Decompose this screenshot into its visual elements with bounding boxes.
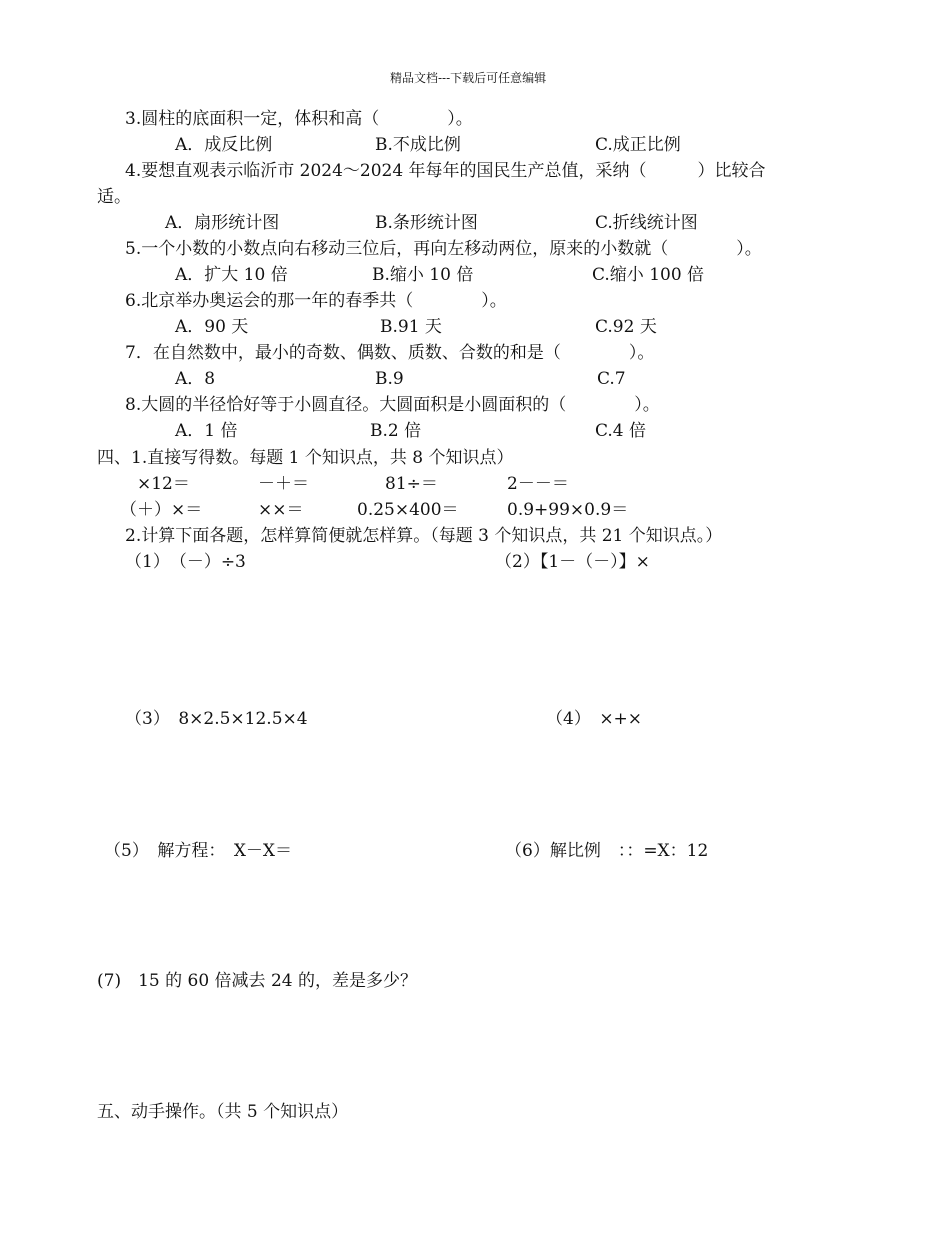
question-3-option-b: B.不成比例 [375, 135, 461, 155]
oral-calc-item: －＋＝ [258, 474, 309, 494]
oral-calc-item: ×12＝ [137, 474, 190, 494]
section-5-title: 五、动手操作。（共 5 个知识点） [97, 1102, 349, 1122]
question-5-stem: 5.一个小数的小数点向右移动三位后，再向左移动两位，原来的小数就（ ）。 [125, 239, 762, 259]
oral-calc-item: 0.25×400＝ [357, 500, 459, 520]
problem-1: （1） （－）÷3 [125, 552, 246, 572]
question-8-option-c: C.4 倍 [595, 421, 647, 441]
question-5-option-b: B.缩小 10 倍 [372, 265, 474, 285]
problem-4: （4） ×+× [546, 709, 643, 729]
problem-3: （3） 8×2.5×12.5×4 [125, 709, 308, 729]
question-6-option-c: C.92 天 [595, 317, 657, 337]
question-4-option-c: C.折线统计图 [595, 213, 698, 233]
question-4-stem: 4.要想直观表示临沂市 2024～2024 年每年的国民生产总值，采纳（ ）比较合 [125, 161, 766, 181]
question-4-option-b: B.条形统计图 [375, 213, 478, 233]
question-7-option-a: A．8 [175, 369, 216, 389]
question-5-option-c: C.缩小 100 倍 [592, 265, 705, 285]
question-7-stem: 7．在自然数中，最小的奇数、偶数、质数、合数的和是（ ）。 [125, 343, 655, 363]
question-6-option-a: A．90 天 [175, 317, 249, 337]
question-6-stem: 6.北京举办奥运会的那一年的春季共（ ）。 [125, 291, 507, 311]
question-8-option-a: A．1 倍 [175, 421, 238, 441]
section-4-part-2-title: 2.计算下面各题，怎样算简便就怎样算。（每题 3 个知识点，共 21 个知识点。） [125, 526, 723, 546]
oral-calc-item: （＋）×＝ [120, 500, 203, 520]
question-8-stem: 8.大圆的半径恰好等于小圆直径。大圆面积是小圆面积的（ ）。 [125, 395, 660, 415]
problem-2: （2）【1－（－）】× [495, 552, 650, 572]
question-3-option-a: A．成反比例 [175, 135, 273, 155]
oral-calc-item: ××＝ [258, 500, 304, 520]
section-4-title: 四、1.直接写得数。每题 1 个知识点，共 8 个知识点） [97, 448, 514, 468]
question-4-option-a: A．扇形统计图 [165, 213, 280, 233]
question-8-option-b: B.2 倍 [370, 421, 422, 441]
question-7-option-b: B.9 [375, 369, 404, 389]
oral-calc-item: 81÷＝ [385, 474, 438, 494]
question-4-stem-continued: 适。 [97, 187, 131, 207]
oral-calc-item: 2－－＝ [507, 474, 569, 494]
problem-5: （5） 解方程： X－X＝ [104, 841, 293, 861]
problem-7: (7) 15 的 60 倍减去 24 的，差是多少？ [97, 971, 417, 991]
question-3-option-c: C.成正比例 [595, 135, 681, 155]
oral-calc-item: 0.9+99×0.9＝ [507, 500, 629, 520]
question-3-stem: 3.圆柱的底面积一定，体积和高（ ）。 [125, 109, 473, 129]
question-6-option-b: B.91 天 [380, 317, 442, 337]
question-5-option-a: A．扩大 10 倍 [175, 265, 288, 285]
page-header: 精品文档---下载后可任意编辑 [390, 71, 547, 85]
question-7-option-c: C.7 [597, 369, 626, 389]
problem-6: （6）解比例 ：：=X：12 [505, 841, 709, 861]
